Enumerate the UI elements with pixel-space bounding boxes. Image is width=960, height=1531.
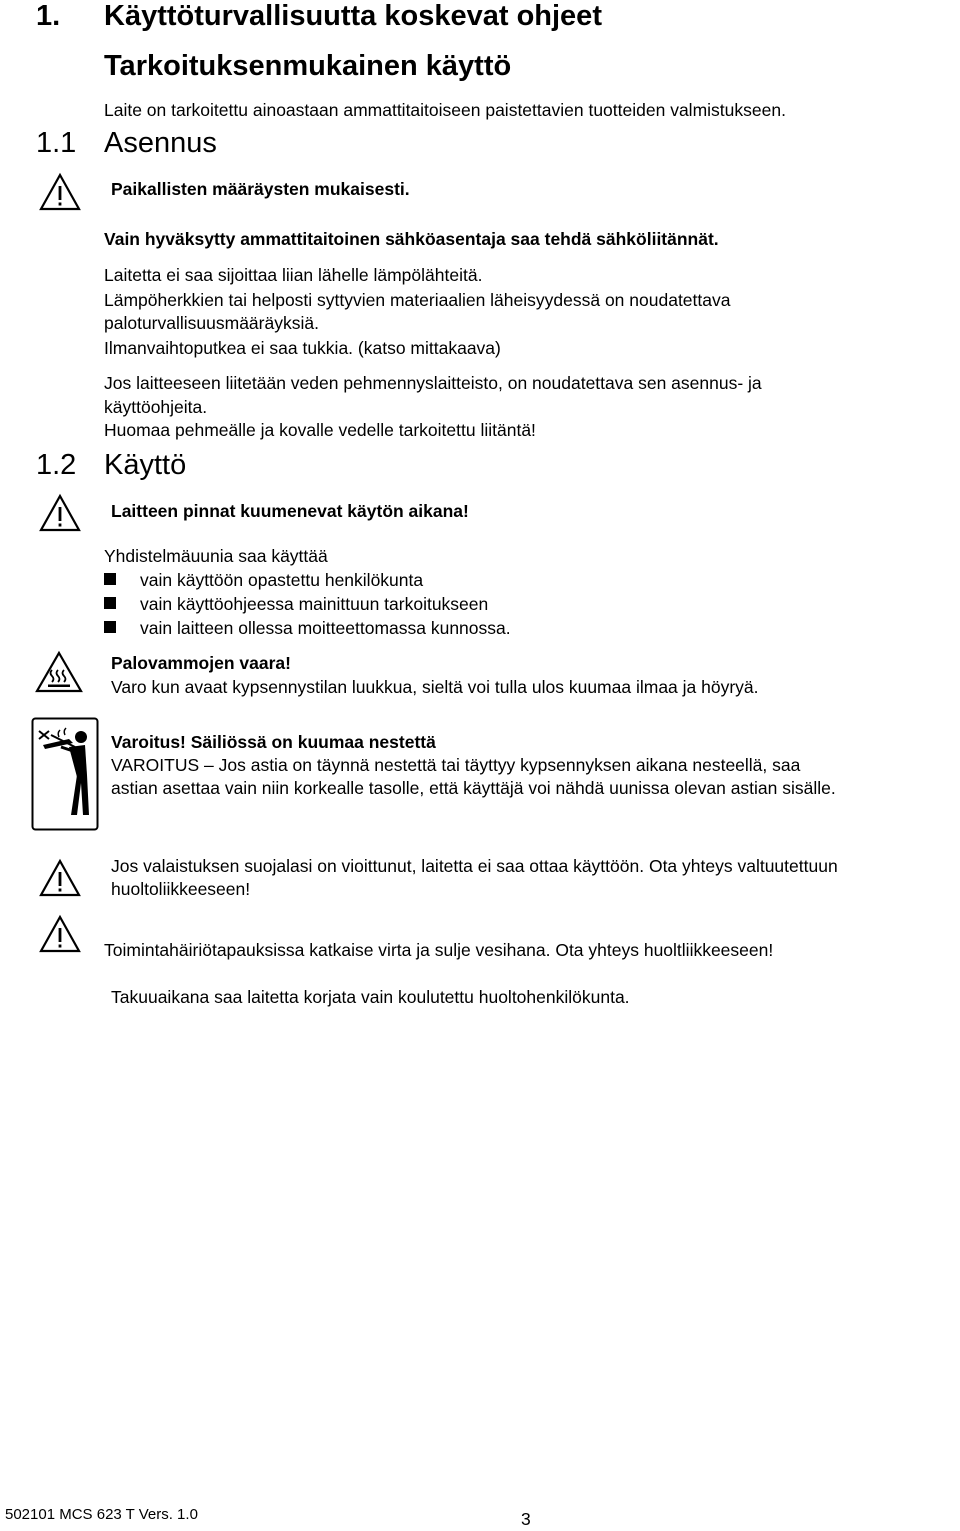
glass-warning-line: huoltoliikkeeseen! <box>111 879 251 899</box>
usage-bullet: vain käyttöohjeessa mainittuun tarkoitukseen <box>140 594 489 614</box>
install-line: Lämpöherkkien tai helposti syttyvien materiaalien läheisyydessä on noudatettava <box>104 290 731 310</box>
usage-intro: Yhdistelmäuunia saa käyttää <box>104 546 328 566</box>
section-1-2-title: Käyttö <box>104 449 187 481</box>
section-1-1-number: 1.1 <box>36 127 77 159</box>
footer-doc-id: 502101 MCS 623 T Vers. 1.0 <box>5 1506 198 1523</box>
hot-liquid-container-icon <box>31 717 99 831</box>
burn-title: Palovammojen vaara! <box>111 653 291 673</box>
burn-text: Varo kun avaat kypsennystilan luukkua, sieltä voi tulla ulos kuumaa ilmaa ja höyryä. <box>111 677 759 697</box>
warning-triangle-icon <box>38 914 82 954</box>
water-line: Huomaa pehmeälle ja kovalle vedelle tarkoitettu liitäntä! <box>104 420 536 440</box>
warranty-text: Takuuaikana saa laitetta korjata vain koulutettu huoltohenkilökunta. <box>111 987 630 1007</box>
hot-surface-warning-icon <box>34 650 84 694</box>
liquid-warning-line: VAROITUS – Jos astia on täynnä nestettä tai täyttyy kypsennyksen aikana nesteellä, saa <box>111 755 801 775</box>
intended-use-title: Tarkoituksenmukainen käyttö <box>104 50 512 82</box>
glass-warning-line: Jos valaistuksen suojalasi on vioittunut, laitetta ei saa ottaa käyttöön. Ota yhteys valtuutettuun <box>111 856 838 876</box>
section-1-1-title: Asennus <box>104 127 217 159</box>
section-1-2-number: 1.2 <box>36 449 77 481</box>
warning-local-regulations: Paikallisten määräysten mukaisesti. <box>111 179 410 199</box>
bullet-square-icon <box>104 597 116 609</box>
malfunction-text: Toimintahäiriötapauksissa katkaise virta ja sulje vesihana. Ota yhteys huoltliikkeeseen! <box>104 940 774 960</box>
install-line: paloturvallisuusmääräyksiä. <box>104 313 319 333</box>
warning-triangle-icon <box>38 172 82 212</box>
warning-triangle-icon <box>38 858 82 898</box>
heading-number: 1. <box>36 0 61 32</box>
install-line: Ilmanvaihtoputkea ei saa tukkia. (katso mittakaava) <box>104 338 501 358</box>
usage-bullet: vain laitteen ollessa moitteettomassa kunnossa. <box>140 618 511 638</box>
bullet-square-icon <box>104 573 116 585</box>
liquid-warning-title: Varoitus! Säiliössä on kuumaa nestettä <box>111 732 436 752</box>
warning-triangle-icon <box>38 493 82 533</box>
page-title: Käyttöturvallisuutta koskevat ohjeet <box>104 0 602 32</box>
water-line: käyttöohjeita. <box>104 397 208 417</box>
liquid-warning-line: astian asettaa vain niin korkealle tasolle, että käyttäjä voi nähdä uunissa olevan astian sisälle. <box>111 778 836 798</box>
install-line: Laitetta ei saa sijoittaa liian lähelle lämpölähteitä. <box>104 265 483 285</box>
warning-electrician: Vain hyväksytty ammattitaitoinen sähköasentaja saa tehdä sähköliitännät. <box>104 229 719 249</box>
bullet-square-icon <box>104 621 116 633</box>
usage-bullet: vain käyttöön opastettu henkilökunta <box>140 570 424 590</box>
page-number: 3 <box>521 1509 531 1529</box>
water-line: Jos laitteeseen liitetään veden pehmennyslaitteisto, on noudatettava sen asennus- ja <box>104 373 762 393</box>
hot-surfaces-warning: Laitteen pinnat kuumenevat käytön aikana! <box>111 501 469 521</box>
intended-use-text: Laite on tarkoitettu ainoastaan ammattitaitoiseen paistettavien tuotteiden valmistukseen. <box>104 100 786 120</box>
